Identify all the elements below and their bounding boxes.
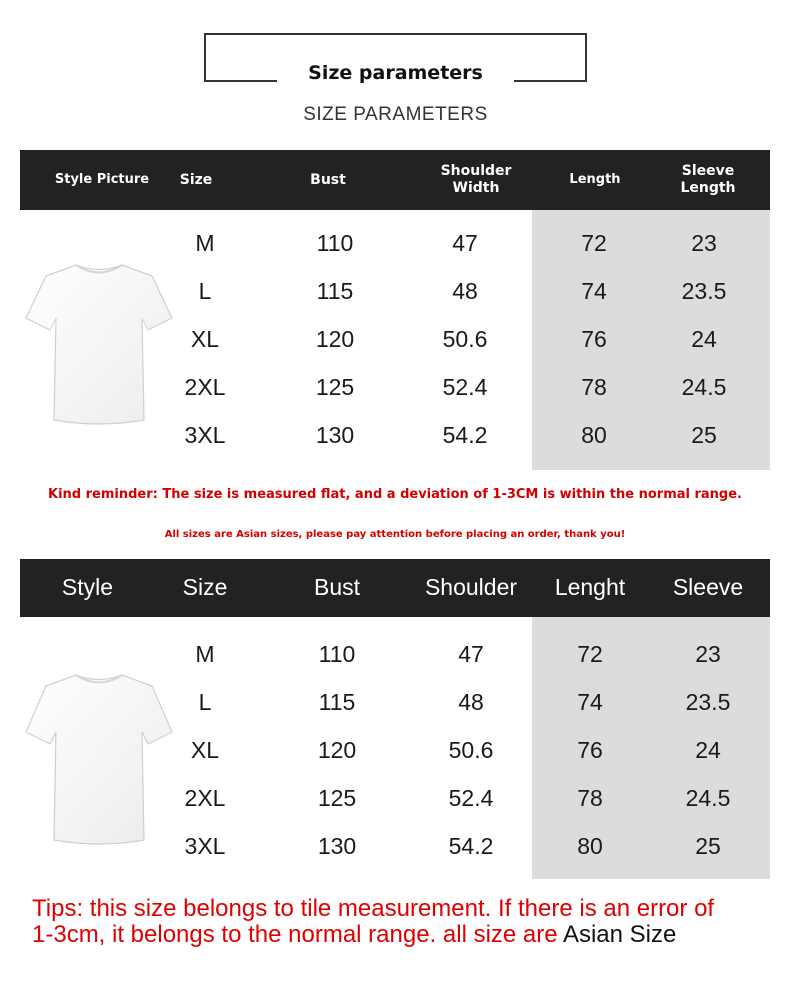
cell-length: 72	[577, 640, 603, 667]
size-table-1	[20, 150, 770, 470]
cell-shoulder: 54.2	[442, 421, 488, 448]
cell-bust: 110	[318, 640, 356, 667]
cell-shoulder: 50.6	[442, 325, 488, 352]
cell-length: 80	[577, 832, 603, 859]
col-shoulder-width: Shoulder Width	[440, 163, 512, 196]
cell-size: 3XL	[184, 421, 226, 448]
cell-shoulder: 48	[458, 688, 484, 715]
col-shoulder: Shoulder	[424, 574, 518, 601]
table-row	[20, 219, 770, 267]
cell-sleeve: 23	[695, 640, 721, 667]
asian-size-highlight: Asian Size	[562, 920, 677, 948]
table-row	[20, 315, 770, 363]
cell-shoulder: 47	[452, 229, 478, 256]
cell-shoulder: 50.6	[448, 736, 494, 763]
table-row	[20, 678, 770, 726]
cell-bust: 115	[318, 688, 356, 715]
cell-length: 78	[577, 784, 603, 811]
reminder-note: Kind reminder: The size is measured flat, and a deviation of 1-3CM is within the normal range.	[48, 487, 742, 502]
cell-size: L	[198, 277, 212, 304]
col-sleeve-length: Sleeve Length	[680, 163, 736, 196]
tips-line-2	[32, 922, 772, 948]
table-header	[20, 150, 770, 210]
size-table-2	[20, 559, 770, 879]
tips-line-2-text: 1-3cm, it belongs to the normal range. all size are	[32, 920, 558, 948]
table-row	[20, 822, 770, 870]
table-row	[20, 267, 770, 315]
tips-line-1: Tips: this size belongs to tile measurement. If there is an error of	[32, 895, 715, 922]
col-bust: Bust	[313, 574, 361, 601]
tips-note	[32, 896, 772, 948]
table-body	[20, 617, 770, 879]
table-row	[20, 363, 770, 411]
col-style: Style	[61, 574, 114, 601]
cell-sleeve: 23	[691, 229, 717, 256]
cell-size: XL	[190, 736, 220, 763]
cell-bust: 115	[316, 277, 354, 304]
cell-bust: 110	[316, 229, 354, 256]
cell-length: 72	[581, 229, 607, 256]
table-row	[20, 774, 770, 822]
col-length: Length	[569, 172, 621, 188]
col-size: Size	[179, 171, 213, 188]
table-header	[20, 559, 770, 617]
col-bust: Bust	[310, 171, 346, 188]
cell-size: 2XL	[184, 784, 226, 811]
cell-sleeve: 24	[695, 736, 721, 763]
cell-size: L	[198, 688, 212, 715]
cell-shoulder: 54.2	[448, 832, 494, 859]
table-body	[20, 210, 770, 470]
cell-size: M	[195, 640, 215, 667]
cell-sleeve: 25	[691, 421, 717, 448]
table-row	[20, 411, 770, 459]
cell-length: 80	[581, 421, 607, 448]
cell-bust: 125	[317, 784, 357, 811]
table-row	[20, 726, 770, 774]
col-lenght: Lenght	[554, 574, 626, 601]
page-subtitle: SIZE PARAMETERS	[303, 104, 488, 125]
cell-shoulder: 47	[458, 640, 484, 667]
col-sleeve: Sleeve	[672, 574, 744, 601]
cell-bust: 120	[317, 736, 357, 763]
cell-bust: 120	[315, 325, 355, 352]
cell-sleeve: 24.5	[685, 784, 731, 811]
cell-shoulder: 52.4	[442, 373, 488, 400]
page-title: Size parameters	[308, 62, 483, 84]
cell-size: 3XL	[184, 832, 226, 859]
cell-shoulder: 52.4	[448, 784, 494, 811]
cell-size: 2XL	[184, 373, 226, 400]
cell-bust: 130	[317, 832, 357, 859]
cell-size: M	[195, 229, 215, 256]
cell-sleeve: 24	[691, 325, 717, 352]
cell-shoulder: 48	[452, 277, 478, 304]
col-style-picture: Style Picture	[54, 172, 150, 188]
cell-length: 74	[577, 688, 603, 715]
cell-sleeve: 25	[695, 832, 721, 859]
col-size: Size	[182, 574, 228, 601]
cell-size: XL	[190, 325, 220, 352]
cell-bust: 125	[315, 373, 355, 400]
cell-bust: 130	[315, 421, 355, 448]
cell-sleeve: 23.5	[685, 688, 731, 715]
cell-length: 78	[581, 373, 607, 400]
cell-length: 74	[581, 277, 607, 304]
cell-length: 76	[577, 736, 603, 763]
cell-length: 76	[581, 325, 607, 352]
table-row	[20, 630, 770, 678]
cell-sleeve: 24.5	[681, 373, 727, 400]
asian-size-note: All sizes are Asian sizes, please pay attention before placing an order, thank you!	[164, 529, 626, 540]
cell-sleeve: 23.5	[681, 277, 727, 304]
